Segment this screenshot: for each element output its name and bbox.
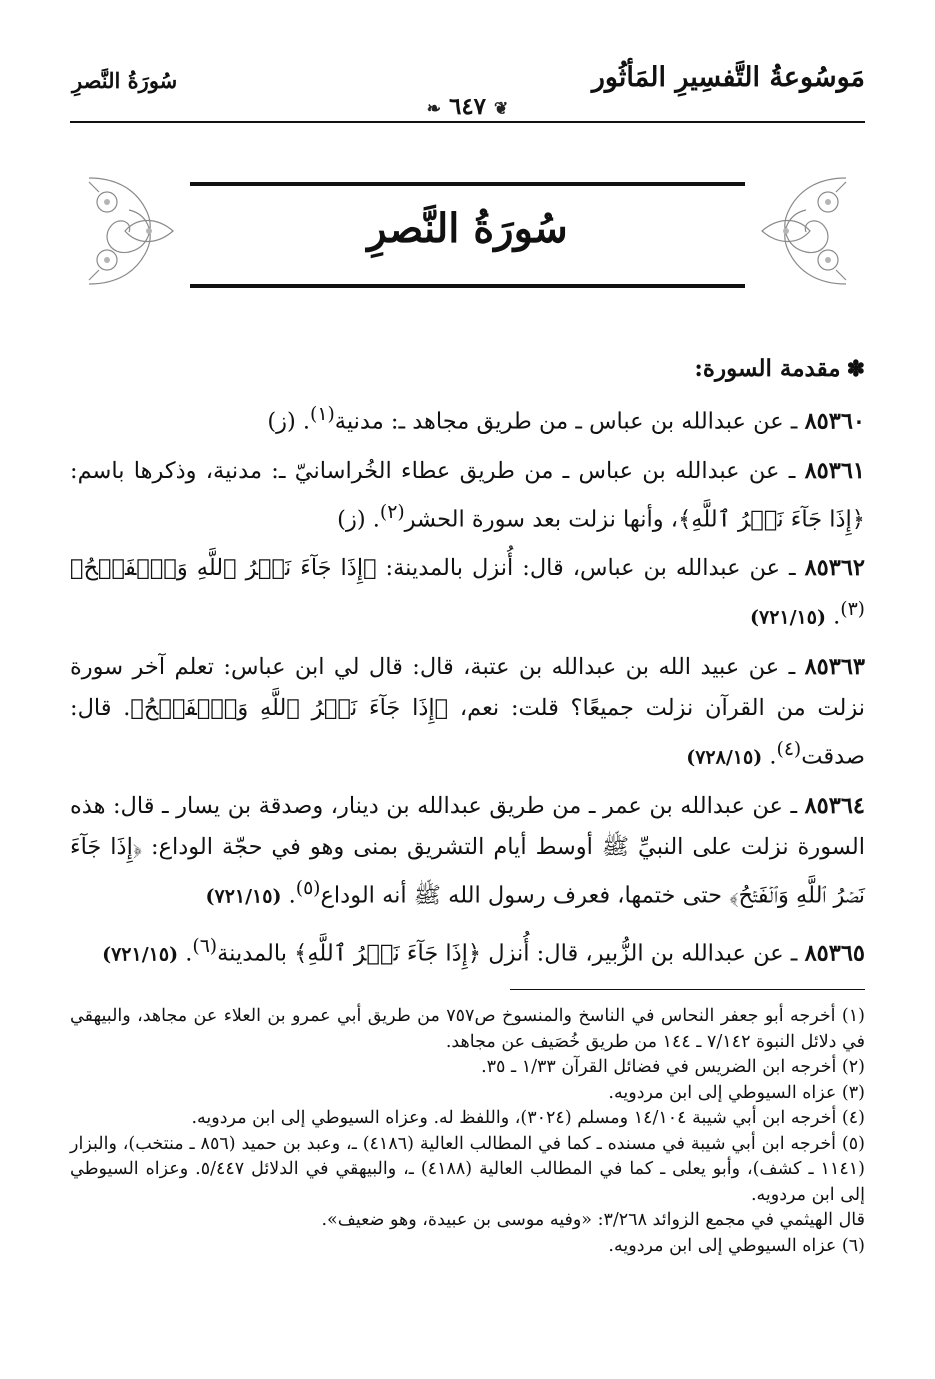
narration-tail: . xyxy=(833,603,841,630)
footnote: (٦) عزاه السيوطي إلى ابن مردويه. xyxy=(608,1235,865,1256)
flower-ornament-icon: ✽ xyxy=(846,356,865,382)
ornament-icon: ❧ xyxy=(426,99,441,119)
narration-text: ـ عن عبدالله بن عباس ـ من طريق عطاء الخُراسانيّ ـ: مدنية، وذكرها باسم: ﴿إِذَا جَآءَ نَصۡرُ ٱللَّهِ﴾، وأنها نزلت بعد سورة الحشر xyxy=(70,457,865,532)
narration-text: ـ عن عبدالله بن عباس ـ من طريق مجاهد ـ: مدنية xyxy=(334,408,798,435)
narration-number: ٨٥٣٦٣ xyxy=(804,653,865,680)
header-divider xyxy=(70,121,865,123)
footnote: (٢) أخرجه ابن الضريس في فضائل القرآن ١/٣٣ ـ ٣٥. xyxy=(481,1057,865,1077)
narration-number: ٨٥٣٦٢ xyxy=(804,555,865,581)
narration-number: ٨٥٣٦٥ xyxy=(804,940,865,966)
footnote: (٥) أخرجه ابن أبي شيبة في مسنده ـ كما في المطالب العالية (٤١٨٦) ـ، وعبد بن حميد (٨٥٦ ـ منتخب)، والبزار (١١٤١ ـ كشف)، وأبو يعلى ـ كما في المطالب العالية (٤١٨٨) ـ، والبيهقي في الدلائل ٥/٤٤٧. وعزاه السيوطي إلى ابن مردويه. xyxy=(70,1133,865,1205)
running-header-book-title: مَوسُوعةُ التَّفسِيرِ المَأثُور xyxy=(591,62,865,93)
footnote-marker: (٦) xyxy=(192,935,218,957)
section-heading-text: مقدمة السورة: xyxy=(694,355,841,382)
footnote-marker: (١) xyxy=(310,404,335,425)
narration-text: ـ عن عبدالله بن الزُّبير، قال: أُنزل ﴿إِذَا جَآءَ نَصۡرُ ٱللَّهِ﴾ بالمدينة xyxy=(217,940,798,966)
narration-text: ـ عن عبدالله بن عباس، قال: أُنزل بالمدينة: ﴿إِذَا جَآءَ نَصۡرُ ٱللَّهِ وَٱلۡفَتۡحُ﴾ xyxy=(70,555,796,581)
source-reference: (٧٢٨/١٥) xyxy=(686,746,763,768)
narration-entry xyxy=(70,451,865,541)
page-number-row xyxy=(0,93,935,120)
narration-text: ـ عن عبدالله بن عمر ـ من طريق عبدالله بن دينار، وصدقة بن يسار ـ قال: هذه السورة نزلت على النبيِّ ﷺ أوسط أيام التشريق بمنى وهو في حجّة الوداع: ﴿إِذَا جَآءَ نَصۡرُ ٱللَّهِ وَٱلۡفَتۡحُ﴾ حتى ختمها، فعرف رسول الله ﷺ أنه الوداع xyxy=(70,793,865,909)
footnote: (٤) أخرجه ابن أبي شيبة ١٤/١٠٤ ومسلم (٣٠٢٤)، واللفظ له. وعزاه السيوطي إلى ابن مردويه. xyxy=(191,1108,865,1128)
narration-tail: . xyxy=(288,882,296,909)
footnote: قال الهيثمي في مجمع الزوائد ٣/٢٦٨: «وفيه موسى بن عبيدة، وهو ضعيف». xyxy=(321,1210,865,1230)
narration-number: ٨٥٣٦٤ xyxy=(804,793,865,819)
footnote-marker: (٤) xyxy=(776,738,802,760)
narration-entry xyxy=(70,548,865,639)
narration-entry xyxy=(70,647,865,779)
narration-tail: . (ز) xyxy=(337,506,380,532)
narration-tail: . xyxy=(769,743,777,769)
title-rule-top xyxy=(190,182,745,186)
source-reference: (٧٢١/١٥) xyxy=(205,885,282,908)
footnote-marker: (٣) xyxy=(840,599,865,620)
narration-text: ـ عن عبيد الله بن عبدالله بن عتبة، قال: قال لي ابن عباس: تعلم آخر سورة نزلت من القرآن نزلت جميعًا؟ قلت: نعم، ﴿إِذَا جَآءَ نَصۡرُ ٱللَّهِ وَٱلۡفَتۡحُ﴾. قال: صدقت xyxy=(70,653,865,769)
ornament-icon: ❦ xyxy=(494,99,509,119)
narration-number: ٨٥٣٦٠ xyxy=(804,408,865,435)
running-header-surah-name: سُورَةُ النَّصرِ xyxy=(72,68,178,93)
narration-tail: . xyxy=(185,940,193,966)
section-heading xyxy=(70,350,865,388)
surah-title: سُورَةُ النَّصرِ xyxy=(367,205,568,252)
main-text xyxy=(70,350,865,983)
source-reference: (٧٢١/١٥) xyxy=(749,606,826,629)
title-rule-bottom xyxy=(190,284,745,288)
footnote: (١) أخرجه أبو جعفر النحاس في الناسخ والمنسوخ ص٧٥٧ من طريق أبي عمرو بن العلاء عن مجاهد، والبيهقي في دلائل النبوة ٧/١٤٢ ـ ١٤٤ من طريق خُصَيف عن مجاهد. xyxy=(70,1006,865,1052)
source-reference: (٧٢١/١٥) xyxy=(102,943,179,965)
narration-entry xyxy=(70,926,865,976)
footnote-marker: (٥) xyxy=(295,878,321,899)
footnote-marker: (٢) xyxy=(379,501,405,523)
footnotes xyxy=(70,1004,865,1259)
footnote: (٣) عزاه السيوطي إلى ابن مردويه. xyxy=(608,1082,865,1103)
footnote-divider xyxy=(510,989,865,990)
narration-entry xyxy=(70,786,865,918)
narration-entry xyxy=(70,394,865,443)
narration-number: ٨٥٣٦١ xyxy=(804,457,865,484)
narration-tail: . (ز) xyxy=(267,408,311,435)
page-number: ٦٤٧ xyxy=(448,93,487,120)
